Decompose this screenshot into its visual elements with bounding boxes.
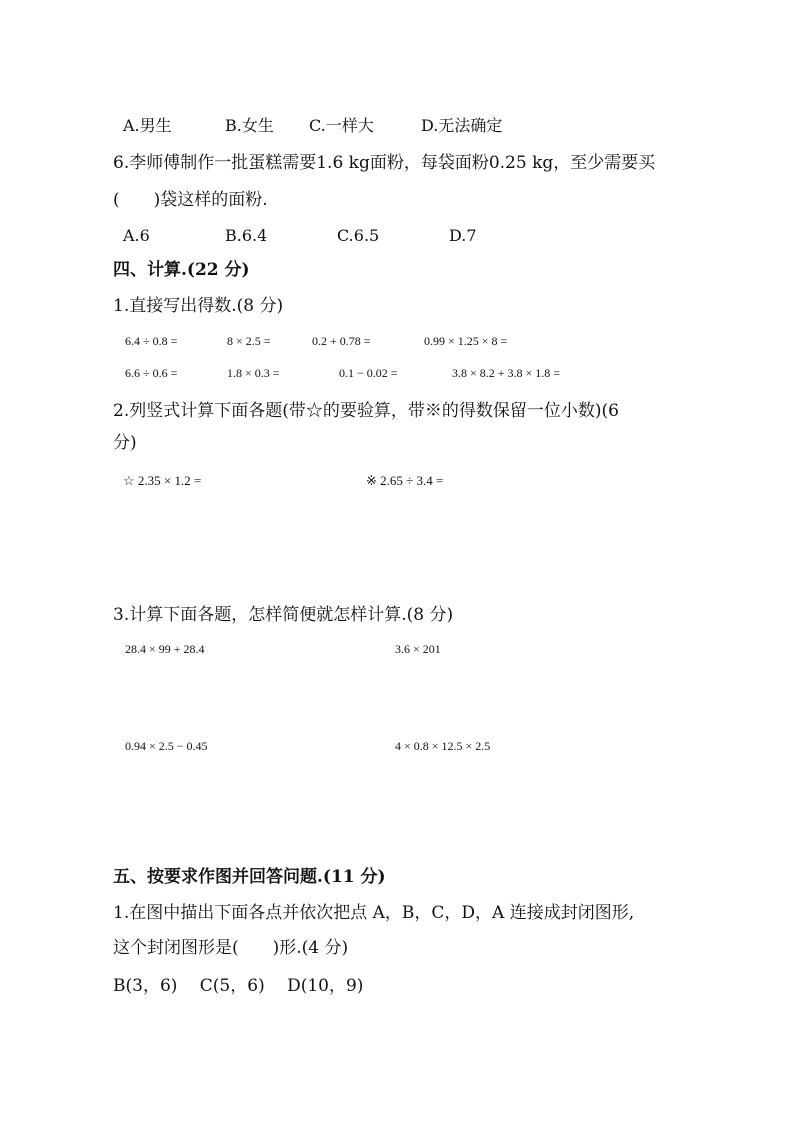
p1-r2-item2: 1.8 × 0.3 =	[227, 366, 280, 380]
q5-option-d: D.无法确定	[421, 116, 503, 135]
p3-title: 3.计算下面各题，怎样简便就怎样计算.(8 分)	[113, 605, 454, 625]
section5-heading: 五、按要求作图并回答问题.(11 分)	[113, 867, 386, 887]
p1-r2-item3: 0.1 − 0.02 =	[339, 366, 398, 380]
p1-r1-item1: 6.4 ÷ 0.8 =	[125, 334, 178, 348]
p1-title: 1.直接写出得数.(8 分)	[113, 296, 284, 316]
p2-title-line2: 分)	[113, 433, 137, 453]
p3-item2: 3.6 × 201	[395, 642, 441, 656]
p3-item3: 0.94 × 2.5 − 0.45	[125, 739, 208, 753]
q5-option-a: A.男生	[123, 116, 172, 135]
p1-r1-item3: 0.2 + 0.78 =	[312, 334, 371, 348]
p3-item4: 4 × 0.8 × 12.5 × 2.5	[395, 739, 491, 753]
p2-title-line1: 2.列竖式计算下面各题(带☆的要验算，带※的得数保留一位小数)(6	[113, 401, 619, 421]
q5-option-b: B.女生	[225, 116, 274, 135]
q6-option-d: D.7	[449, 226, 477, 245]
s5-q1-line1: 1.在图中描出下面各点并依次把点 A，B，C，D，A 连接成封闭图形,	[113, 903, 635, 923]
q6-option-b: B.6.4	[225, 226, 268, 245]
q6-option-c: C.6.5	[337, 226, 380, 245]
q5-option-c: C.一样大	[309, 116, 374, 135]
p2-item-note: ※ 2.65 ÷ 3.4 =	[366, 473, 444, 488]
section4-heading: 四、计算.(22 分)	[113, 260, 250, 280]
q6-text-line2: ( )袋这样的面粉.	[113, 190, 268, 210]
p2-item-star: ☆ 2.35 × 1.2 =	[123, 473, 202, 488]
q6-text-line1: 6.李师傅制作一批蛋糕需要1.6 kg面粉，每袋面粉0.25 kg，至少需要买	[113, 153, 656, 173]
s5-points: B(3，6) C(5，6) D(10，9)	[113, 976, 364, 996]
p1-r1-item4: 0.99 × 1.25 × 8 =	[424, 334, 508, 348]
q6-option-a: A.6	[123, 226, 150, 245]
p1-r2-item1: 6.6 ÷ 0.6 =	[125, 366, 178, 380]
p3-item1: 28.4 × 99 + 28.4	[125, 642, 205, 656]
p1-r2-item4: 3.8 × 8.2 + 3.8 × 1.8 =	[452, 366, 561, 380]
s5-q1-line2: 这个封闭图形是( )形.(4 分)	[113, 938, 349, 958]
p1-r1-item2: 8 × 2.5 =	[227, 334, 271, 348]
